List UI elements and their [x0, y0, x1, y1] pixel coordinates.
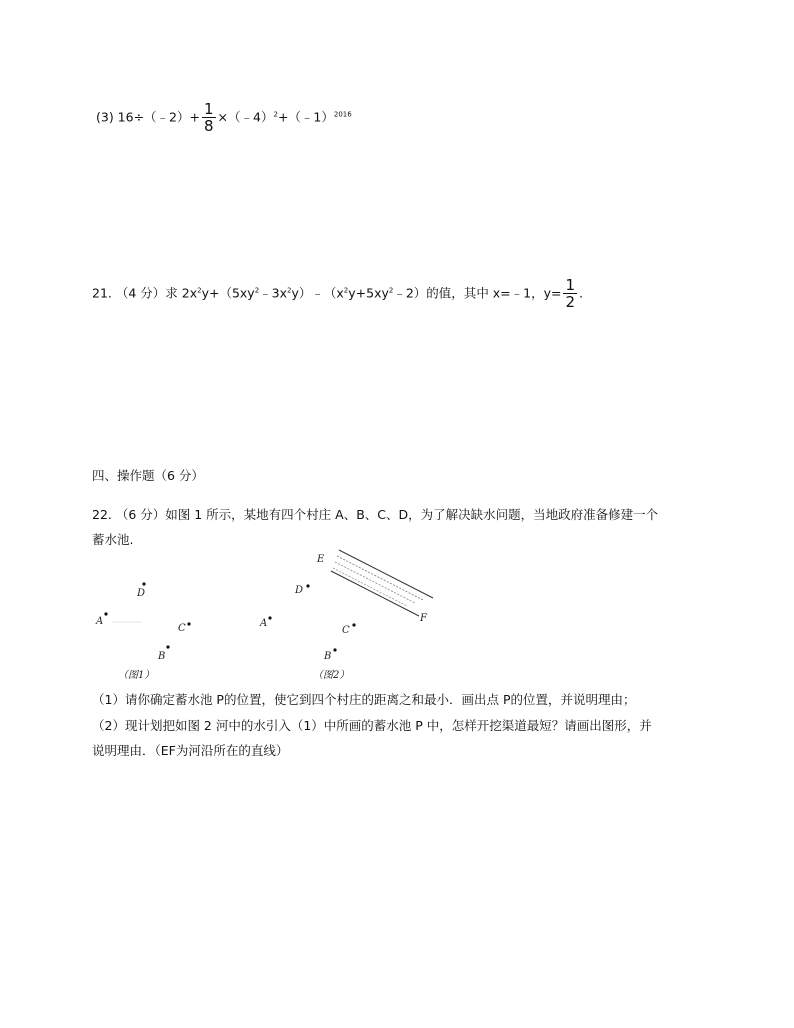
q20-prefix: (3) 16÷（﹣2）+	[96, 109, 200, 125]
label-a: A	[96, 616, 104, 627]
label-d: D	[295, 585, 304, 596]
q22-line1: 22. （6 分）如图 1 所示，某地有四个村庄 A、B、C、D，为了解决缺水问题，当地政府准备修建一个	[92, 507, 659, 522]
figure-2	[255, 544, 455, 684]
section-heading: 四、操作题（6 分）	[92, 468, 204, 483]
fraction-numerator: 1	[565, 276, 576, 294]
point-c	[352, 623, 355, 626]
q22-line2: 蓄水池.	[92, 532, 134, 547]
label-c: C	[342, 625, 350, 636]
figure-2-caption: （图2）	[313, 670, 350, 681]
exponent: 2	[197, 286, 202, 295]
q20-suffix2: +（﹣1）	[277, 109, 334, 125]
label-b: B	[158, 651, 166, 662]
fraction-one-eighth	[202, 102, 216, 134]
exponent: 2	[273, 110, 278, 119]
q21-end: .	[579, 285, 584, 301]
q21-text: ﹣3x	[259, 285, 288, 301]
q22-part2-line2: 说明理由．（EF为河沿所在的直线）	[92, 743, 289, 758]
label-f: F	[420, 613, 427, 624]
river-bank-lower	[331, 571, 419, 616]
point-a	[104, 612, 107, 615]
point-d	[306, 584, 309, 587]
exponent: 2	[343, 286, 349, 295]
fraction-numerator: 1	[204, 100, 214, 118]
label-c: C	[178, 623, 186, 634]
point-a	[268, 616, 271, 619]
q21-text: ﹣2）的值，其中 x=﹣1，y=	[393, 285, 562, 301]
q22-part2-line1: （2）现计划把如图 2 河中的水引入（1）中所画的蓄水池 P 中，怎样开挖渠道最短？请画出图形，并	[92, 718, 652, 733]
point-b	[333, 648, 336, 651]
point-c	[187, 622, 190, 625]
q20-part3	[96, 102, 352, 134]
exponent: 2	[388, 286, 394, 295]
exponent: 2	[254, 286, 260, 295]
q21	[92, 278, 583, 310]
label-a: A	[260, 618, 268, 629]
figure-1	[90, 572, 220, 684]
fraction-denominator: 8	[204, 117, 214, 135]
label-d: D	[137, 588, 146, 599]
exponent: 2	[287, 286, 292, 295]
q21-text: y）﹣（x	[291, 285, 344, 301]
river-bank-ef	[339, 550, 433, 598]
exponent: 2016	[333, 110, 352, 119]
river-dashes	[337, 556, 423, 600]
point-b	[166, 645, 169, 648]
point-d	[142, 582, 145, 585]
label-b: B	[324, 651, 332, 662]
q20-suffix1: ×（﹣4）	[217, 109, 274, 125]
fraction-one-half	[563, 278, 577, 310]
fraction-denominator: 2	[565, 293, 576, 311]
q22-part1: （1）请你确定蓄水池 P的位置，使它到四个村庄的距离之和最小．画出点 P的位置，并说明理由；	[92, 692, 636, 707]
q21-text: y+5xy	[348, 285, 389, 301]
river-dashes	[333, 568, 407, 606]
figure-1-caption: （图1）	[118, 670, 155, 681]
q21-text: y+（5xy	[201, 285, 255, 301]
label-e: E	[317, 554, 325, 565]
q21-text: 21. （4 分）求 2x	[92, 285, 198, 301]
